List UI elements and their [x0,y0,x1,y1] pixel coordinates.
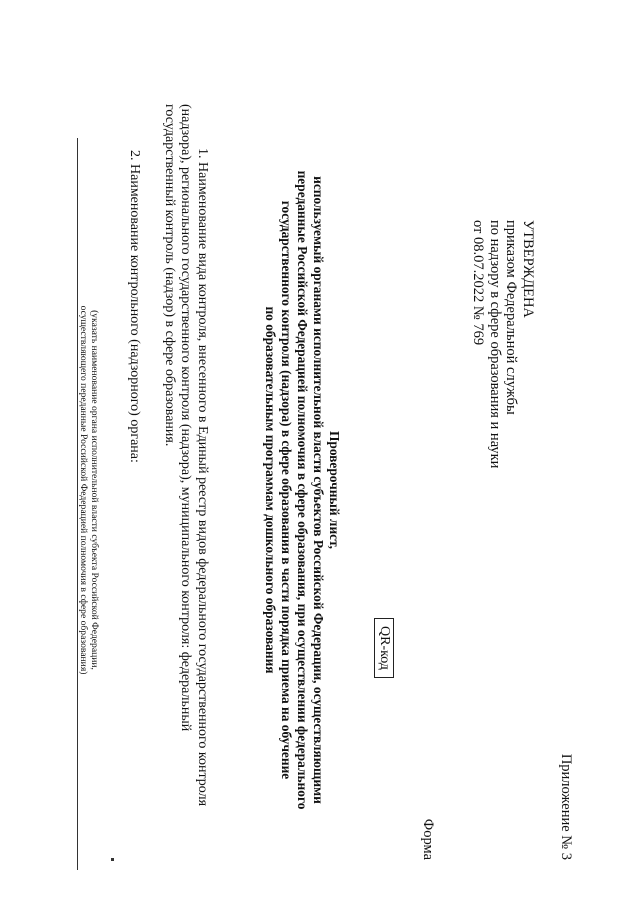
item-2-paragraph: 2. Наименование контрольного (надзорного) органа: [127,150,142,463]
item-1-line-3: государственный контроль (надзор) в сфере образования. [161,104,177,447]
approved-line-3: по надзору в сфере образования и науки [487,220,503,469]
item-1-paragraph [160,104,210,844]
hint-line-1: (указать наименование органа исполнительной власти субъекта Российской Федерации, [89,310,100,670]
title-line-2: используемый органами исполнительной власти субъектов Российской Федерации, осуществляющими [311,176,326,804]
qr-code-placeholder: QR-код [374,618,394,678]
title-line-3: переданные Российской Федерацией полномочия в сфере образования, при осуществлении федерального [295,170,310,810]
annex-number: Приложение № 3 [558,753,574,860]
approval-stamp [470,220,536,660]
fill-in-line [77,138,78,870]
field-hint [78,160,100,820]
approved-line-1: УТВЕРЖДЕНА [520,220,536,318]
title-line-5: по образовательным программам дошкольного образования [263,306,278,674]
title-line-1: Проверочный лист, [327,430,342,550]
item-1-line-1: 1. Наименование вида контроля, внесенного в Единый реестр видов федерального государственного контроля [195,148,210,807]
form-label: Форма [420,818,436,860]
approved-line-4: от 08.07.2022 № 769 [470,220,487,346]
approved-line-2: приказом Федеральной службы [503,220,520,415]
document-title [262,100,342,880]
scan-mark [111,858,114,861]
item-1-line-2: (надзора), регионального государственного контроля (надзора), муниципального контроля: федеральный [178,104,194,732]
hint-line-2: осуществляющего переданные Российской Федерацией полномочия в сфере образования) [78,305,89,675]
title-line-4: государственного контроля (надзора) в сфере образования в части порядка приема на обучение [279,200,294,780]
